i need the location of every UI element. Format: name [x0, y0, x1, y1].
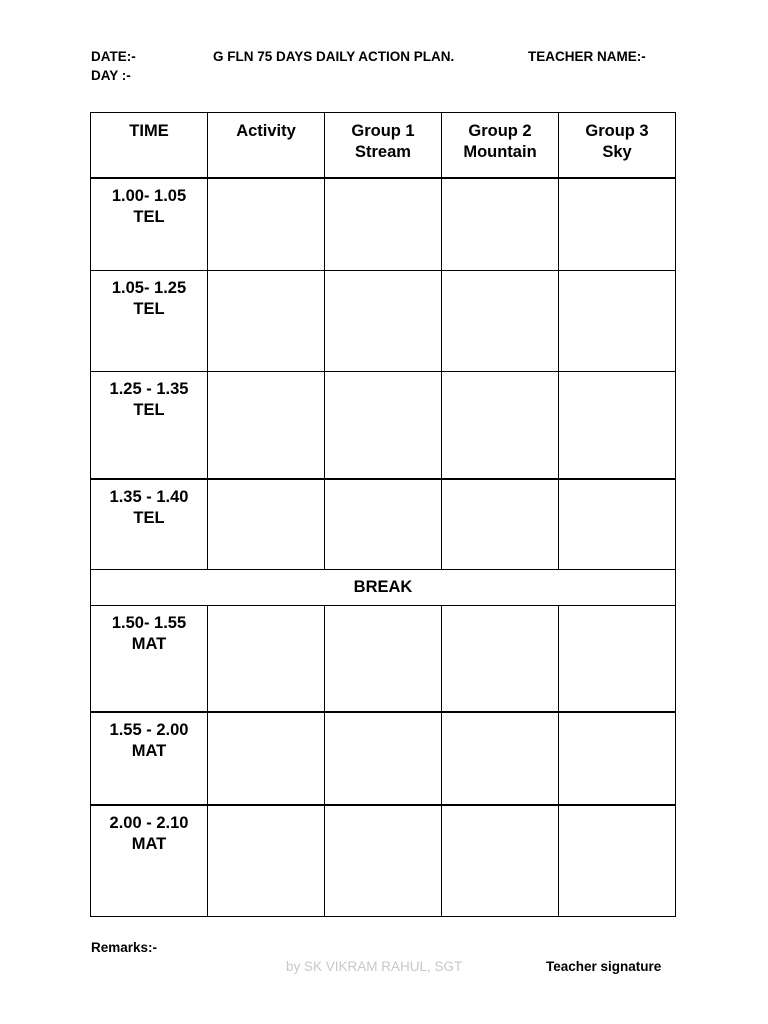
break-row: [91, 570, 676, 606]
date-label: DATE:-: [91, 49, 136, 64]
group-3-cell[interactable]: [559, 479, 676, 570]
time-range: 1.55 - 2.00: [109, 720, 189, 739]
group-3-cell[interactable]: [559, 178, 676, 271]
group-1-cell[interactable]: [325, 271, 442, 372]
time-range: 1.05- 1.25: [111, 279, 187, 297]
group-1-cell[interactable]: [325, 606, 442, 712]
group-2-cell[interactable]: [442, 271, 559, 372]
group-2-cell[interactable]: [442, 372, 559, 479]
time-cell: [91, 479, 208, 570]
column-header-line1: Group 3: [585, 122, 649, 140]
group-1-cell[interactable]: [325, 805, 442, 917]
time-cell: [91, 712, 208, 805]
table-row: [91, 479, 676, 570]
table-row: [91, 271, 676, 372]
activity-cell[interactable]: [208, 805, 325, 917]
group-3-cell[interactable]: [559, 372, 676, 479]
break-label: BREAK: [91, 570, 676, 606]
table-row: [91, 805, 676, 917]
time-cell: [91, 178, 208, 271]
group-2-cell[interactable]: [442, 606, 559, 712]
teacher-signature-label: Teacher signature: [546, 959, 662, 974]
activity-cell[interactable]: [208, 271, 325, 372]
column-header-line1: Group 1: [351, 122, 415, 140]
column-header-line1: Group 2: [468, 122, 532, 140]
remarks-label: Remarks:-: [91, 940, 158, 955]
group-3-cell[interactable]: [559, 606, 676, 712]
column-header-line2: Sky: [602, 143, 632, 161]
author-credit: by SK VIKRAM RAHUL, SGT: [286, 959, 463, 974]
group-1-cell[interactable]: [325, 712, 442, 805]
time-range: 2.00 - 2.10: [109, 813, 189, 832]
page-title: G FLN 75 DAYS DAILY ACTION PLAN.: [213, 49, 455, 64]
subject-code: TEL: [133, 508, 165, 527]
time-range: 1.25 - 1.35: [109, 380, 189, 398]
time-cell: [91, 372, 208, 479]
column-header-time: [91, 113, 208, 178]
time-cell: [91, 805, 208, 917]
subject-code: TEL: [133, 401, 165, 419]
teacher-name-label: TEACHER NAME:-: [528, 49, 646, 64]
column-header-line2: Mountain: [463, 143, 537, 161]
day-label: DAY :-: [91, 68, 131, 83]
column-header-group-2: [442, 113, 559, 178]
group-2-cell[interactable]: [442, 178, 559, 271]
subject-code: TEL: [133, 207, 165, 226]
column-header-activity: [208, 113, 325, 178]
table-row: [91, 372, 676, 479]
time-range: 1.00- 1.05: [111, 186, 187, 205]
group-3-cell[interactable]: [559, 271, 676, 372]
subject-code: TEL: [133, 300, 165, 318]
group-2-cell[interactable]: [442, 479, 559, 570]
activity-cell[interactable]: [208, 178, 325, 271]
time-range: 1.50- 1.55: [111, 614, 187, 632]
activity-cell[interactable]: [208, 372, 325, 479]
group-1-cell[interactable]: [325, 479, 442, 570]
column-header-line1: Activity: [236, 122, 296, 140]
group-2-cell[interactable]: [442, 712, 559, 805]
group-1-cell[interactable]: [325, 372, 442, 479]
subject-code: MAT: [131, 834, 167, 853]
activity-cell[interactable]: [208, 606, 325, 712]
time-cell: [91, 606, 208, 712]
activity-cell[interactable]: [208, 712, 325, 805]
action-plan-table: [90, 112, 676, 917]
table-header-row: [91, 113, 676, 178]
group-3-cell[interactable]: [559, 805, 676, 917]
group-3-cell[interactable]: [559, 712, 676, 805]
column-header-group-3: [559, 113, 676, 178]
subject-code: MAT: [131, 741, 167, 760]
group-1-cell[interactable]: [325, 178, 442, 271]
time-range: 1.35 - 1.40: [109, 487, 189, 506]
activity-cell[interactable]: [208, 479, 325, 570]
column-header-line2: Stream: [355, 143, 411, 161]
column-header-line1: TIME: [129, 122, 169, 140]
table-row: [91, 178, 676, 271]
table-row: [91, 606, 676, 712]
group-2-cell[interactable]: [442, 805, 559, 917]
column-header-group-1: [325, 113, 442, 178]
table-row: [91, 712, 676, 805]
time-cell: [91, 271, 208, 372]
subject-code: MAT: [131, 635, 167, 653]
